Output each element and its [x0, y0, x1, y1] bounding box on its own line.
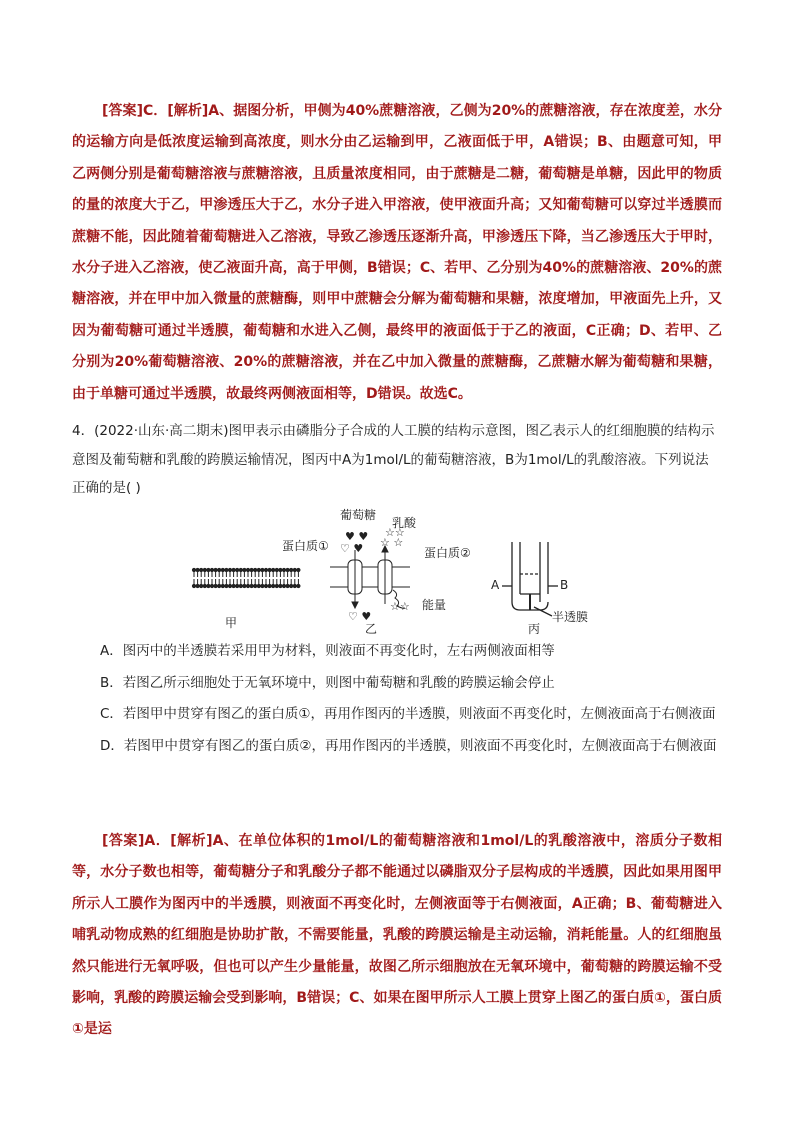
label-protein-1: 蛋白质①	[282, 539, 329, 553]
svg-text:☆☆: ☆☆	[385, 526, 405, 539]
label-jia: 甲	[225, 616, 238, 630]
options-list	[72, 636, 722, 762]
label-energy: 能量	[422, 598, 447, 612]
question-4-figure	[190, 508, 610, 636]
label-yi: 乙	[365, 622, 378, 636]
label-bing: 丙	[528, 622, 541, 636]
label-lactic: 乳酸	[392, 516, 417, 530]
svg-text:☆☆: ☆☆	[390, 600, 410, 613]
answer-4-block	[72, 826, 722, 1046]
option-b: B．若图乙所示细胞处于无氧环境中，则图中葡萄糖和乳酸的跨膜运输会停止	[100, 674, 555, 691]
label-protein-2: 蛋白质②	[424, 546, 471, 560]
label-a: A	[491, 578, 500, 592]
label-membrane: 半透膜	[552, 610, 589, 624]
figure-yi-membrane	[330, 526, 410, 623]
question-4	[72, 417, 722, 503]
option-a: A．图丙中的半透膜若采用甲为材料，则液面不再变化时，左右两侧液面相等	[100, 643, 555, 659]
option-d: D．若图甲中贯穿有图乙的蛋白质②，再用作图丙的半透膜，则液面不再变化时，左侧液面高于右侧液面	[100, 737, 717, 754]
answer-4-text: [答案]A．[解析]A、在单位体积的1mol/L的葡萄糖溶液和1mol/L的乳酸溶液中，溶质分子数相等，水分子数也相等，葡萄糖分子和乳酸分子都不能通过以磷脂双分子层构成的半透膜，因此如果用图甲所示人工膜作为图丙中的半透膜，则液面不再变化时，左侧液面等于右侧液面，A正确；B、葡萄糖进入哺乳动物成熟的红细胞是协助扩散，不需要能量，乳酸的跨膜运输是主动运输，消耗能量。人的红细胞虽然只能进行无氧呼吸，但也可以产生少量能量，故图乙所示细胞放在无氧环境中，葡萄糖的跨膜运输不受影响，乳酸的跨膜运输会受到影响，B错误；C、如果在图甲所示人工膜上贯穿上图乙的蛋白质①，蛋白质①是运	[72, 833, 722, 1038]
label-glucose: 葡萄糖	[340, 508, 377, 522]
label-b: B	[560, 578, 569, 592]
option-c: C．若图甲中贯穿有图乙的蛋白质①，再用作图丙的半透膜，则液面不再变化时，左侧液面高于右侧液面	[100, 706, 716, 722]
svg-text:☆ ☆: ☆ ☆	[380, 536, 404, 549]
answer-3-block	[72, 96, 722, 410]
figure-bing-utube	[502, 542, 558, 616]
answer-3-text: [答案]C．[解析]A、据图分析，甲侧为40%蔗糖溶液，乙侧为20%的蔗糖溶液，存在浓度差，水分的运输方向是低浓度运输到高浓度，则水分由乙运输到甲，乙液面低于甲，A错误；B、由题意可知，甲乙两侧分别是葡萄糖溶液与蔗糖溶液，且质量浓度相同，由于蔗糖是二糖，葡萄糖是单糖，因此甲的物质的量的浓度大于乙，甲渗透压大于乙，水分子进入甲溶液，使甲液面升高；又知葡萄糖可以穿过半透膜而蔗糖不能，因此随着葡萄糖进入乙溶液，导致乙渗透压逐渐升高，甲渗透压下降，当乙渗透压大于甲时，水分子进入乙溶液，使乙液面升高，高于甲侧，B错误；C、若甲、乙分别为40%的蔗糖溶液、20%的蔗糖溶液，并在甲中加入微量的蔗糖酶，则甲中蔗糖会分解为葡萄糖和果糖，浓度增加，甲液面先上升，又因为葡萄糖可通过半透膜，葡萄糖和水进入乙侧，最终甲的液面低于于乙的液面，C正确；D、若甲、乙分别为20%葡萄糖溶液、20%的蔗糖溶液，并在乙中加入微量的蔗糖酶，乙蔗糖水解为葡萄糖和果糖，由于单糖可通过半透膜，故最终两侧液面相等，D错误。故选C。	[72, 103, 722, 402]
question-4-text: 4．(2022·山东·高二期末)图甲表示由磷脂分子合成的人工膜的结构示意图，图乙表示人的红细胞膜的结构示意图及葡萄糖和乳酸的跨膜运输情况，图丙中A为1mol/L的葡萄糖溶液，B为1mol/L的乳酸溶液。下列说法正确的是( )	[72, 423, 715, 496]
svg-text:♡ ♥: ♡ ♥	[348, 610, 372, 623]
svg-text:♥ ♥: ♥ ♥	[345, 530, 369, 543]
figure-jia-membrane	[192, 568, 300, 587]
svg-text:♡ ♥: ♡ ♥	[340, 542, 364, 555]
